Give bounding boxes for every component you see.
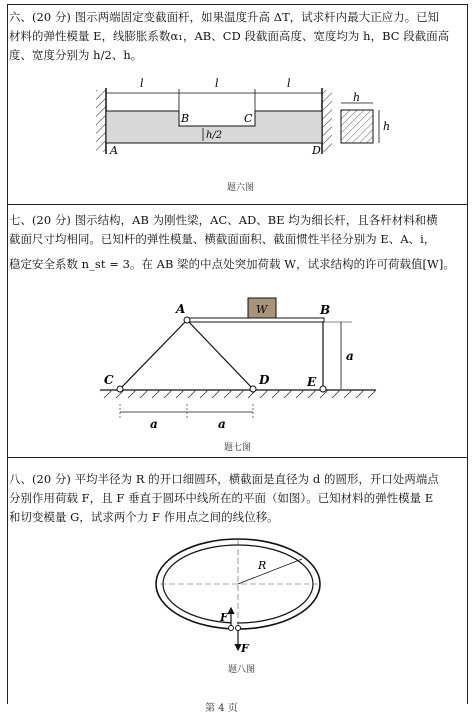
q6-label-B: B bbox=[181, 112, 190, 125]
q7-dim-a-right: a bbox=[218, 417, 226, 431]
q8-line-2: 分别作用荷载 F，且 F 垂直于圆环中线所在的平面（如图）。已知材料的弹性模量 E bbox=[9, 491, 434, 505]
q7-label-D: D bbox=[259, 373, 270, 387]
q7-line-2: 截面尺寸均相同。已知杆的弹性模量、横截面面积、截面惯性半径分别为 E、A、i， bbox=[9, 232, 436, 246]
q7-label-E: E bbox=[307, 375, 317, 389]
q6-line-1: 六、(20 分) 图示两端固定变截面杆，如果温度升高 ΔT，试求杆内最大正应力。已知 bbox=[9, 10, 440, 24]
q7-label-W: W bbox=[256, 303, 268, 316]
q6-label-C: C bbox=[244, 112, 253, 125]
q6-dim-l1: l bbox=[140, 77, 144, 90]
q7-line-1: 七、(20 分) 图示结构，AB 为刚性梁，AC、AD、BE 均为细长杆，且各杆材料和横 bbox=[9, 213, 438, 227]
q7-dim-a-vertical: a bbox=[346, 349, 354, 363]
q6-dim-l3: l bbox=[287, 77, 291, 90]
q8-force-point-2 bbox=[236, 626, 241, 631]
q8-line-1: 八、(20 分) 平均半径为 R 的开口细圆环，横截面是直径为 d 的圆形，开口处两端点 bbox=[9, 472, 439, 486]
page-footer: 第 4 页 bbox=[205, 703, 238, 714]
q8-radius-line bbox=[238, 559, 302, 584]
q6-line-2: 材料的弹性模量 E，线膨胀系数α₁，AB、CD 段截面高度、宽度均为 h，BC 段截面高 bbox=[9, 29, 450, 43]
q8-label-F-top: F bbox=[220, 611, 228, 624]
q6-label-A: A bbox=[110, 144, 118, 157]
q7-label-B: B bbox=[320, 303, 331, 317]
q6-line-3: 度、宽度分别为 h/2、h。 bbox=[9, 48, 143, 62]
q7-label-A: A bbox=[176, 302, 186, 316]
q7-line-3: 稳定安全系数 n_st = 3。在 AB 梁的中点处突加荷载 W，试求结构的许可荷载值[W]。 bbox=[9, 257, 455, 271]
q8-force-point-1 bbox=[229, 626, 234, 631]
q6-section-h-top: h bbox=[353, 91, 361, 104]
q7-caption: 题七图 bbox=[224, 443, 252, 453]
q6-dim-l2: l bbox=[215, 77, 219, 90]
q8-line-3: 和切变模量 G，试求两个力 F 作用点之间的线位移。 bbox=[9, 510, 279, 524]
q6-caption: 题六图 bbox=[227, 183, 255, 193]
q7-dim-a-left: a bbox=[150, 417, 158, 431]
q8-label-R: R bbox=[258, 559, 267, 572]
q8-caption: 题八图 bbox=[228, 665, 256, 675]
q6-section-h-side: h bbox=[383, 120, 391, 133]
q6-h-half-label: h/2 bbox=[206, 130, 223, 141]
q7-label-C: C bbox=[104, 373, 114, 387]
q8-label-F-bottom: F bbox=[241, 642, 249, 655]
q6-label-D: D bbox=[312, 144, 321, 157]
